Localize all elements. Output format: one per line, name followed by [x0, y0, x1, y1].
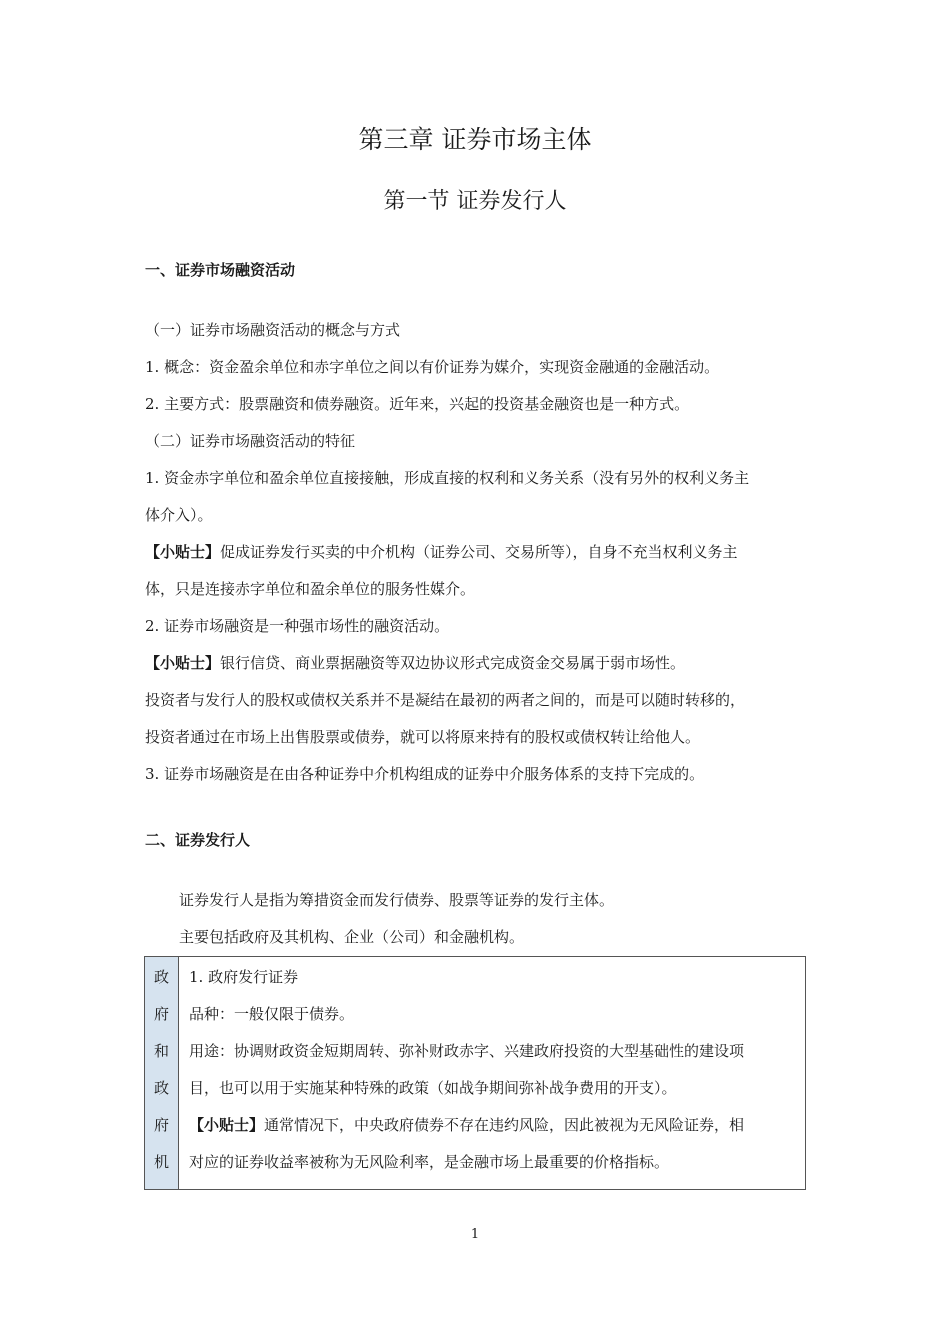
feature1-line2: 体介入）。	[145, 506, 213, 524]
feature1-line1: 1. 资金赤字单位和盈余单位直接接触，形成直接的权利和义务关系（没有另外的权利义务主	[145, 469, 750, 487]
tip1-line2: 体，只是连接赤字单位和盈余单位的服务性媒介。	[145, 580, 476, 598]
gov-tip-line2: 对应的证券收益率被称为无风险利率，是金融市场上最重要的价格指标。	[189, 1153, 670, 1171]
label-char: 政	[153, 1079, 169, 1097]
tip-label: 【小贴士】	[189, 1116, 265, 1134]
investor-line2: 投资者通过在市场上出售股票或债券，就可以将原来持有的股权或债权转让给他人。	[145, 728, 701, 746]
financing-section-body	[145, 312, 810, 793]
subheading-features: （二）证券市场融资活动的特征	[145, 432, 356, 450]
feature2-paragraph: 2. 证券市场融资是一种强市场性的融资活动。	[145, 617, 450, 635]
label-char: 府	[153, 1116, 169, 1134]
tip-label: 【小贴士】	[145, 543, 221, 561]
tip2-paragraph: 【小贴士】银行信贷、商业票据融资等双边协议形式完成资金交易属于弱市场性。	[145, 654, 686, 672]
issuer-section-body	[145, 882, 810, 956]
government-label-column	[145, 957, 179, 1189]
gov-usage-line2: 目，也可以用于实施某种特殊的政策（如战争期间弥补战争费用的开支）。	[189, 1079, 677, 1097]
heading-securities-issuer: 二、证券发行人	[145, 831, 251, 849]
investor-line1: 投资者与发行人的股权或债权关系并不是凝结在最初的两者之间的，而是可以随时转移的，	[145, 691, 746, 709]
gov-variety: 品种：一般仅限于债券。	[189, 1005, 355, 1023]
issuer-definition: 证券发行人是指为筹措资金而发行债券、股票等证券的发行主体。	[179, 891, 615, 909]
gov-title: 1. 政府发行证券	[189, 968, 299, 986]
label-char: 和	[153, 1042, 169, 1060]
concept-paragraph: 1. 概念：资金盈余单位和赤字单位之间以有价证券为媒介，实现资金融通的金融活动。	[145, 358, 720, 376]
label-char: 机	[153, 1153, 169, 1171]
heading-financing-activities: 一、证券市场融资活动	[145, 261, 296, 279]
chapter-title: 第三章 证券市场主体	[358, 125, 592, 154]
government-issuer-table	[144, 956, 806, 1190]
tip1-line1: 【小贴士】促成证券发行买卖的中介机构（证券公司、交易所等），自身不充当权利义务主	[145, 543, 738, 561]
government-content-cell	[179, 957, 805, 1189]
feature3-paragraph: 3. 证券市场融资是在由各种证券中介机构组成的证券中介服务体系的支持下完成的。	[145, 765, 705, 783]
gov-usage-line1: 用途：协调财政资金短期周转、弥补财政赤字、兴建政府投资的大型基础性的建设项	[189, 1042, 745, 1060]
subheading-concept-methods: （一）证券市场融资活动的概念与方式	[145, 321, 401, 339]
tip-label: 【小贴士】	[145, 654, 221, 672]
issuer-includes: 主要包括政府及其机构、企业（公司）和金融机构。	[179, 928, 525, 946]
section-title: 第一节 证券发行人	[383, 189, 567, 214]
page-number: 1	[470, 1227, 480, 1242]
label-char: 府	[153, 1005, 169, 1023]
gov-tip-line1: 【小贴士】通常情况下，中央政府债券不存在违约风险，因此被视为无风险证券，相	[189, 1116, 745, 1134]
methods-paragraph: 2. 主要方式：股票融资和债券融资。近年来，兴起的投资基金融资也是一种方式。	[145, 395, 690, 413]
label-char: 政	[153, 968, 169, 986]
